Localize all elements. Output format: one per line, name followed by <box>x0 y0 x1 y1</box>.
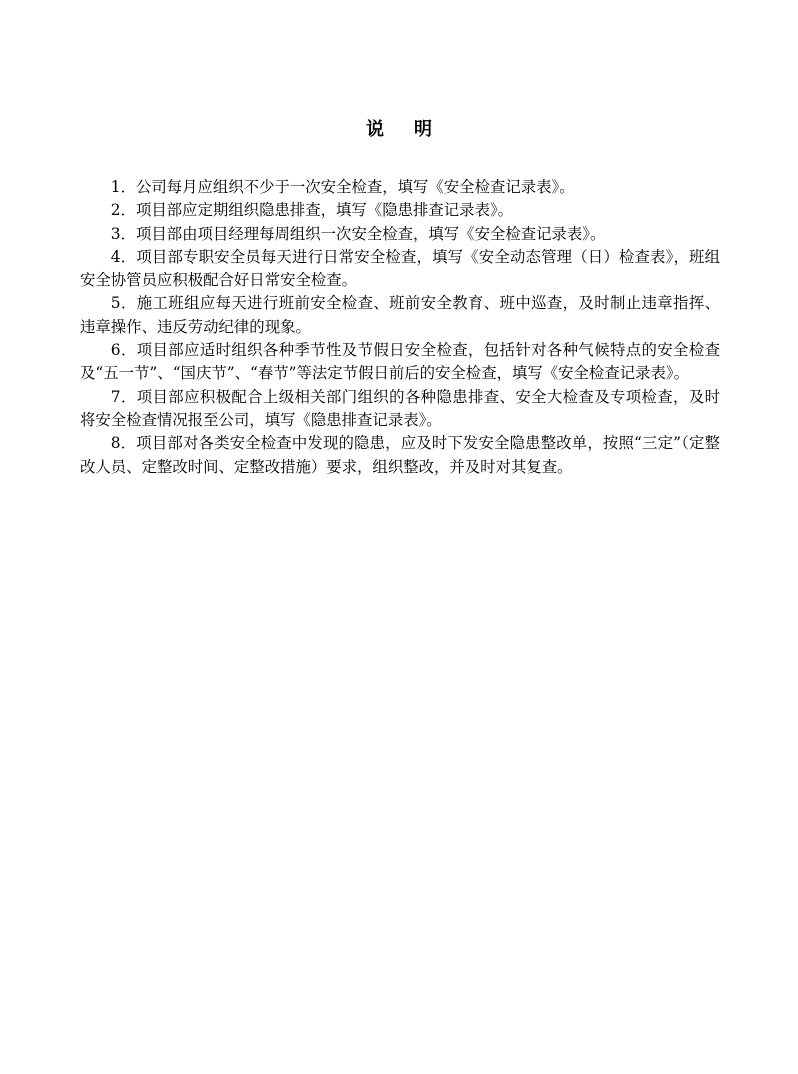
instructions-body <box>80 176 720 479</box>
instruction-item-5: 5．施工班组应每天进行班前安全检查、班前安全教育、班中巡查，及时制止违章指挥、违章操作、违反劳动纪律的现象。 <box>80 294 720 336</box>
instruction-item-7: 7．项目部应积极配合上级相关部门组织的各种隐患排查、安全大检查及专项检查，及时将安全检查情况报至公司，填写《隐患排查记录表》。 <box>80 387 720 429</box>
instruction-item-4: 4．项目部专职安全员每天进行日常安全检查，填写《安全动态管理（日）检查表》，班组安全协管员应积极配合好日常安全检查。 <box>80 247 720 290</box>
instruction-item-2: 2．项目部应定期组织隐患排查，填写《隐患排查记录表》。 <box>110 201 514 220</box>
page-title: 说明 <box>366 119 462 140</box>
instruction-item-3: 3．项目部由项目经理每周组织一次安全检查，填写《安全检查记录表》。 <box>110 224 606 243</box>
instruction-item-6: 6．项目部应适时组织各种季节性及节假日安全检查，包括针对各种气候特点的安全检查及“五一节”、“国庆节”、“春节”等法定节假日前后的安全检查，填写《安全检查记录表》。 <box>80 341 720 383</box>
instruction-item-8: 8．项目部对各类安全检查中发现的隐患，应及时下发安全隐患整改单，按照“三定”（定整改人员、定整改时间、定整改措施）要求，组织整改，并及时对其复查。 <box>80 434 720 476</box>
instruction-item-1: 1．公司每月应组织不少于一次安全检查，填写《安全检查记录表》。 <box>110 178 575 196</box>
